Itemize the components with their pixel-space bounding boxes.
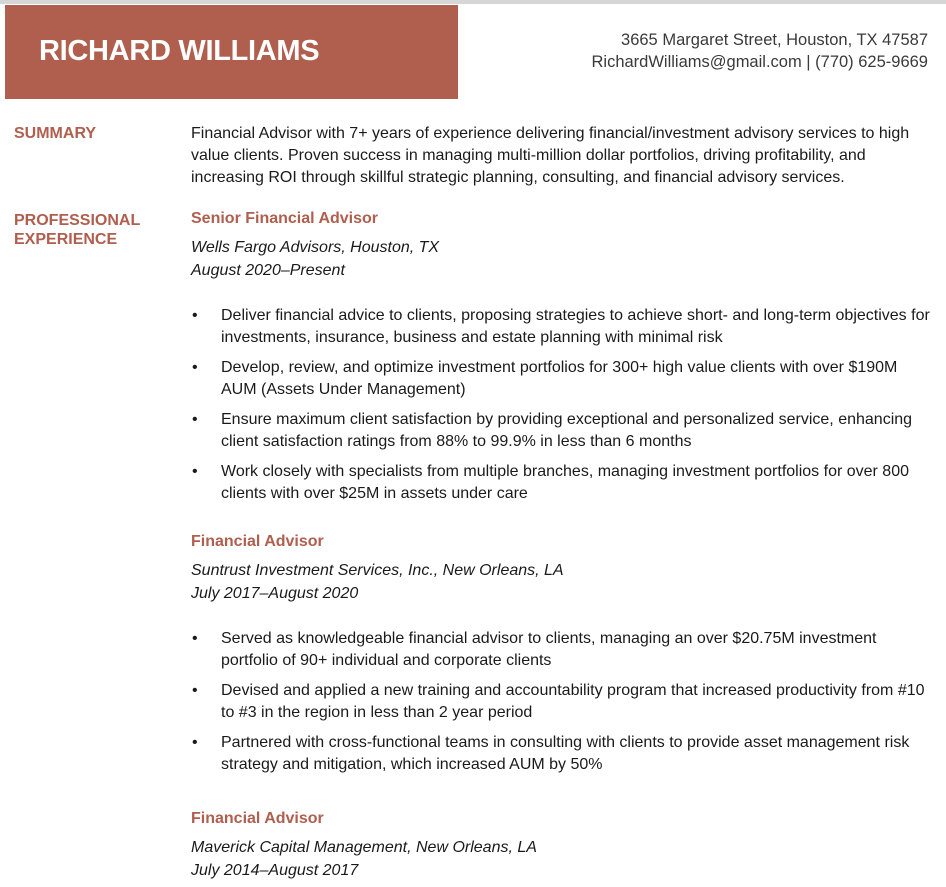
bullet-dot: •: [192, 463, 198, 480]
job-bullets: [191, 628, 931, 784]
bullet-item: [191, 732, 931, 776]
bullet-dot: •: [192, 682, 198, 699]
bullet-text: Served as knowledgeable financial advisor to clients, managing an over $20.75M investment portfolio of 90+ individual and corporate clients: [221, 630, 877, 669]
candidate-name: RICHARD WILLIAMS: [39, 35, 320, 67]
bullet-dot: •: [192, 734, 198, 751]
bullet-item: [191, 461, 931, 505]
experience-heading: [14, 211, 140, 249]
bullet-dot: •: [192, 359, 198, 376]
experience-heading-line2: EXPERIENCE: [14, 231, 118, 248]
job-dates: July 2017–August 2020: [191, 585, 359, 602]
bullet-item: [191, 628, 931, 672]
job-company: Suntrust Investment Services, Inc., New Orleans, LA: [191, 562, 564, 579]
bullet-item: [191, 409, 931, 453]
bullet-dot: •: [192, 307, 198, 324]
bullet-text: Develop, review, and optimize investment portfolios for 300+ high value clients with over $190M AUM (Assets Under Management): [221, 359, 898, 398]
bullet-item: [191, 357, 931, 401]
email-phone: RichardWilliams@gmail.com | (770) 625-9669: [591, 53, 928, 71]
job-title: Financial Advisor: [191, 810, 324, 827]
job-title: Senior Financial Advisor: [191, 210, 379, 227]
contact-info: [592, 29, 929, 73]
bullet-text: Partnered with cross-functional teams in consulting with clients to provide asset management risk strategy and mitigation, which increased AUM by 50%: [221, 734, 910, 773]
name-banner: [5, 5, 458, 99]
summary-text: Financial Advisor with 7+ years of experience delivering financial/investment advisory services to high value clients. Proven success in managing multi-million dollar portfolios, driving profitability, and increasing ROI through skillful strategic planning, consulting, and financial advisory services.: [191, 125, 910, 186]
address: 3665 Margaret Street, Houston, TX 47587: [621, 31, 928, 49]
job-title: Financial Advisor: [191, 533, 324, 550]
top-border-line: [0, 0, 946, 4]
job-company: Wells Fargo Advisors, Houston, TX: [191, 239, 440, 256]
bullet-text: Deliver financial advice to clients, proposing strategies to achieve short- and long-term objectives for investments, insurance, business and estate planning with minimal risk: [221, 307, 930, 346]
summary-heading: SUMMARY: [14, 125, 97, 142]
experience-heading-line1: PROFESSIONAL: [14, 212, 141, 229]
job-bullets: [191, 305, 931, 513]
bullet-item: [191, 305, 931, 349]
job-dates: August 2020–Present: [191, 262, 345, 279]
bullet-dot: •: [192, 411, 198, 428]
job-dates: July 2014–August 2017: [191, 862, 359, 879]
bullet-text: Devised and applied a new training and accountability program that increased productivity from #10 to #3 in the region in less than 2 year period: [221, 682, 925, 721]
bullet-text: Work closely with specialists from multiple branches, managing investment portfolios for over 800 clients with over $25M in assets under care: [221, 463, 909, 502]
job-company: Maverick Capital Management, New Orleans, LA: [191, 839, 537, 856]
bullet-item: [191, 680, 931, 724]
bullet-dot: •: [192, 630, 198, 647]
bullet-text: Ensure maximum client satisfaction by providing exceptional and personalized service, enhancing client satisfaction ratings from 88% to 99.9% in less than 6 months: [221, 411, 913, 450]
